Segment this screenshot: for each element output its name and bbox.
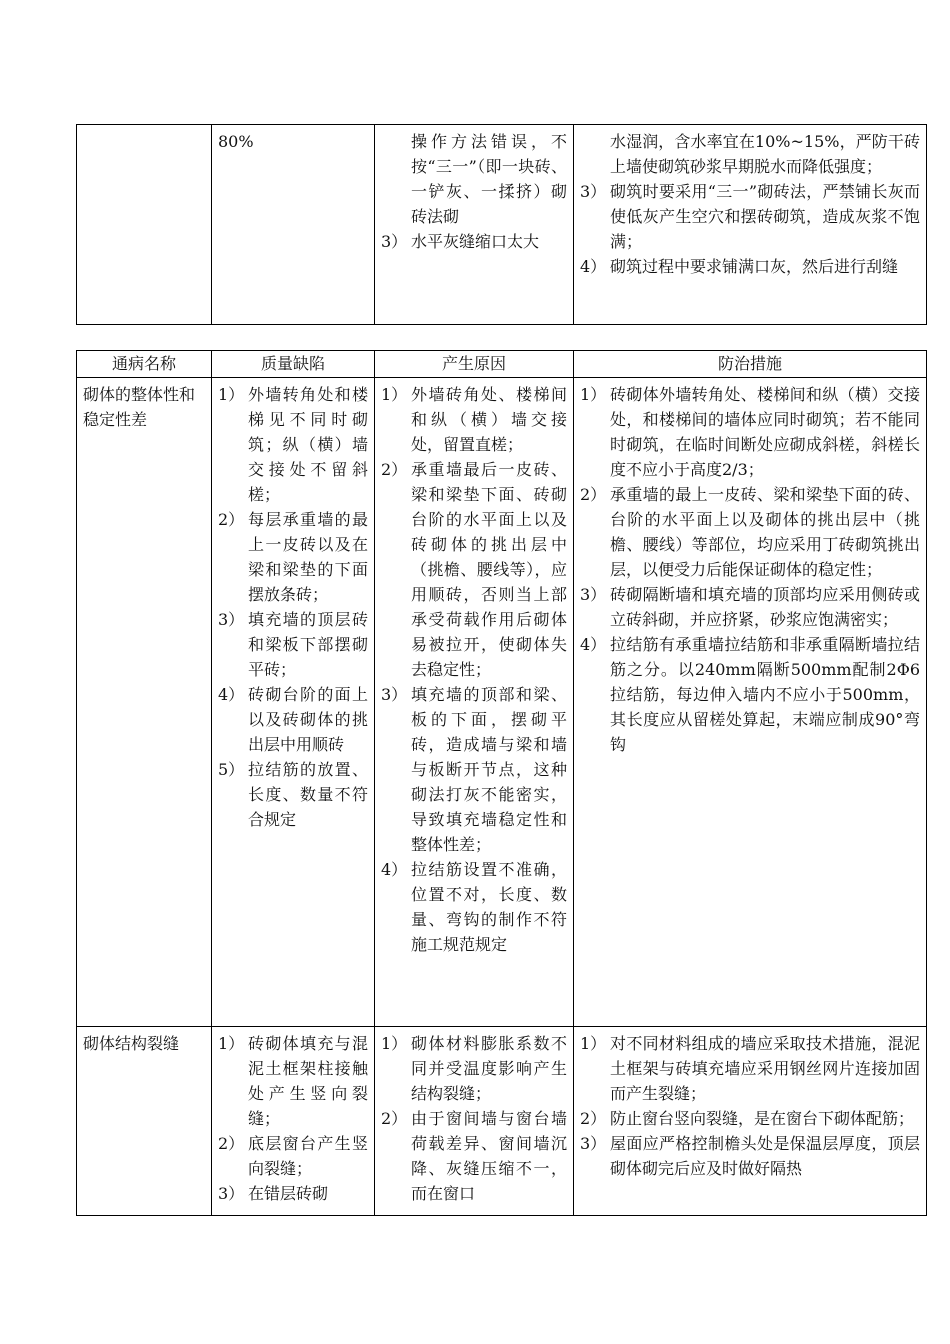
defect-cell xyxy=(212,1027,375,1216)
list-item: 3） 填充墙的顶层砖和梁板下部摆砌平砖； xyxy=(218,610,368,679)
cause-cell xyxy=(375,1027,574,1216)
continuation-table xyxy=(76,124,927,325)
list-item: 2） 防止窗台竖向裂缝，是在窗台下砌体配筋； xyxy=(580,1109,915,1128)
list-item: 4） 砖砌台阶的面上以及砖砌体的挑出层中用顺砖 xyxy=(218,685,368,754)
header-cause: 产生原因 xyxy=(375,351,574,378)
table-row xyxy=(77,1027,927,1216)
list-item: 3） 填充墙的顶部和梁、板的下面，摆砌平砖，造成墙与梁和墙与板断开节点，这种砌法打灰不能密实，导致填充墙稳定性和整体性差； xyxy=(381,685,567,854)
list-item: 2） 承重墙的最上一皮砖、梁和梁垫下面的砖、台阶的水平面上以及砌体的挑出层中（挑檐、腰线）等部位，均应采用丁砖砌筑挑出层，以便受力后能保证砌体的稳定性； xyxy=(580,485,920,579)
list-item: 操作方法错误，不按“三一”（即一块砖、一铲灰、一揉挤）砌砖法砌 xyxy=(411,132,567,226)
list-item: 3） 在错层砖砌 xyxy=(218,1184,329,1203)
list-item: 1） 对不同材料组成的墙应采取技术措施，混泥土框架与砖填充墙应采用钢丝网片连接加固而产生裂缝； xyxy=(580,1034,920,1103)
header-name: 通病名称 xyxy=(77,351,212,378)
list-item: 1） 砖砌体外墙转角处、楼梯间和纵（横）交接处，和楼梯间的墙体应同时砌筑；若不能同时砌筑，在临时间断处应砌成斜槎，斜槎长度不应小于高度2/3； xyxy=(580,385,920,479)
list-item: 4） 砌筑过程中要求铺满口灰，然后进行刮缝 xyxy=(580,257,899,276)
list-item: 1） 外墙转角处和楼梯见不同时砌筑；纵（横）墙交接处不留斜槎； xyxy=(218,385,368,504)
cont-name-cell xyxy=(77,125,212,325)
list-item: 5） 拉结筋的放置、长度、数量不符合规定 xyxy=(218,760,368,829)
list-item: 4） 拉结筋有承重墙拉结筋和非承重隔断墙拉结筋之分。以240mm隔断500mm配制2Φ6拉结筋，每边伸入墙内不应小于500mm，其长度应从留槎处算起，末端应制成90°弯钩 xyxy=(580,635,920,754)
defect-name-cell: 砌体结构裂缝 xyxy=(77,1027,212,1216)
list-item: 水湿润，含水率宜在10%~15%，严防干砖上墙使砌筑砂浆早期脱水而降低强度； xyxy=(610,132,920,176)
list-item: 1） 砌体材料膨胀系数不同并受温度影响产生结构裂缝； xyxy=(381,1034,567,1103)
list-item: 1） 外墙砖角处、楼梯间和纵（横）墙交接处，留置直槎； xyxy=(381,385,567,454)
list-item: 2） 由于窗间墙与窗台墙荷载差异、窗间墙沉降、灰缝压缩不一，而在窗口 xyxy=(381,1109,567,1203)
header-defect: 质量缺陷 xyxy=(212,351,375,378)
table-row xyxy=(77,378,927,1027)
cont-cause-cell xyxy=(375,125,574,325)
cont-measure-cell xyxy=(574,125,927,325)
list-item: 3） 屋面应严格控制檐头处是保温层厚度，顶层砌体砌完后应及时做好隔热 xyxy=(580,1134,920,1178)
list-item: 3） 砖砌隔断墙和填充墙的顶部均应采用侧砖或立砖斜砌，并应挤紧，砂浆应饱满密实； xyxy=(580,585,920,629)
list-item: 3） 水平灰缝缩口太大 xyxy=(381,232,540,251)
defect-cell xyxy=(212,378,375,1027)
header-measure: 防治措施 xyxy=(574,351,927,378)
table-header-row xyxy=(77,351,927,378)
list-item: 1） 砖砌体填充与混泥土框架柱接触处产生竖向裂缝； xyxy=(218,1034,368,1128)
cont-defect-cell: 80% xyxy=(212,125,375,325)
measure-cell xyxy=(574,1027,927,1216)
defect-name-cell: 砌体的整体性和稳定性差 xyxy=(77,378,212,1027)
list-item: 2） 每层承重墙的最上一皮砖以及在梁和梁垫的下面摆放条砖； xyxy=(218,510,368,604)
measure-cell xyxy=(574,378,927,1027)
list-item: 3） 砌筑时要采用“三一”砌砖法，严禁铺长灰而使低灰产生空穴和摆砖砌筑，造成灰浆不饱满； xyxy=(580,182,920,251)
defects-table xyxy=(76,350,927,1216)
list-item: 2） 底层窗台产生竖向裂缝； xyxy=(218,1134,368,1178)
cause-cell xyxy=(375,378,574,1027)
list-item: 2） 承重墙最后一皮砖、梁和梁垫下面、砖砌台阶的水平面上以及砖砌体的挑出层中（挑檐、腰线等），应用顺砖，否则当上部承受荷载作用后砌体易被拉开，使砌体失去稳定性； xyxy=(381,460,567,679)
list-item: 4） 拉结筋设置不准确，位置不对，长度、数量、弯钩的制作不符施工规范规定 xyxy=(381,860,567,954)
